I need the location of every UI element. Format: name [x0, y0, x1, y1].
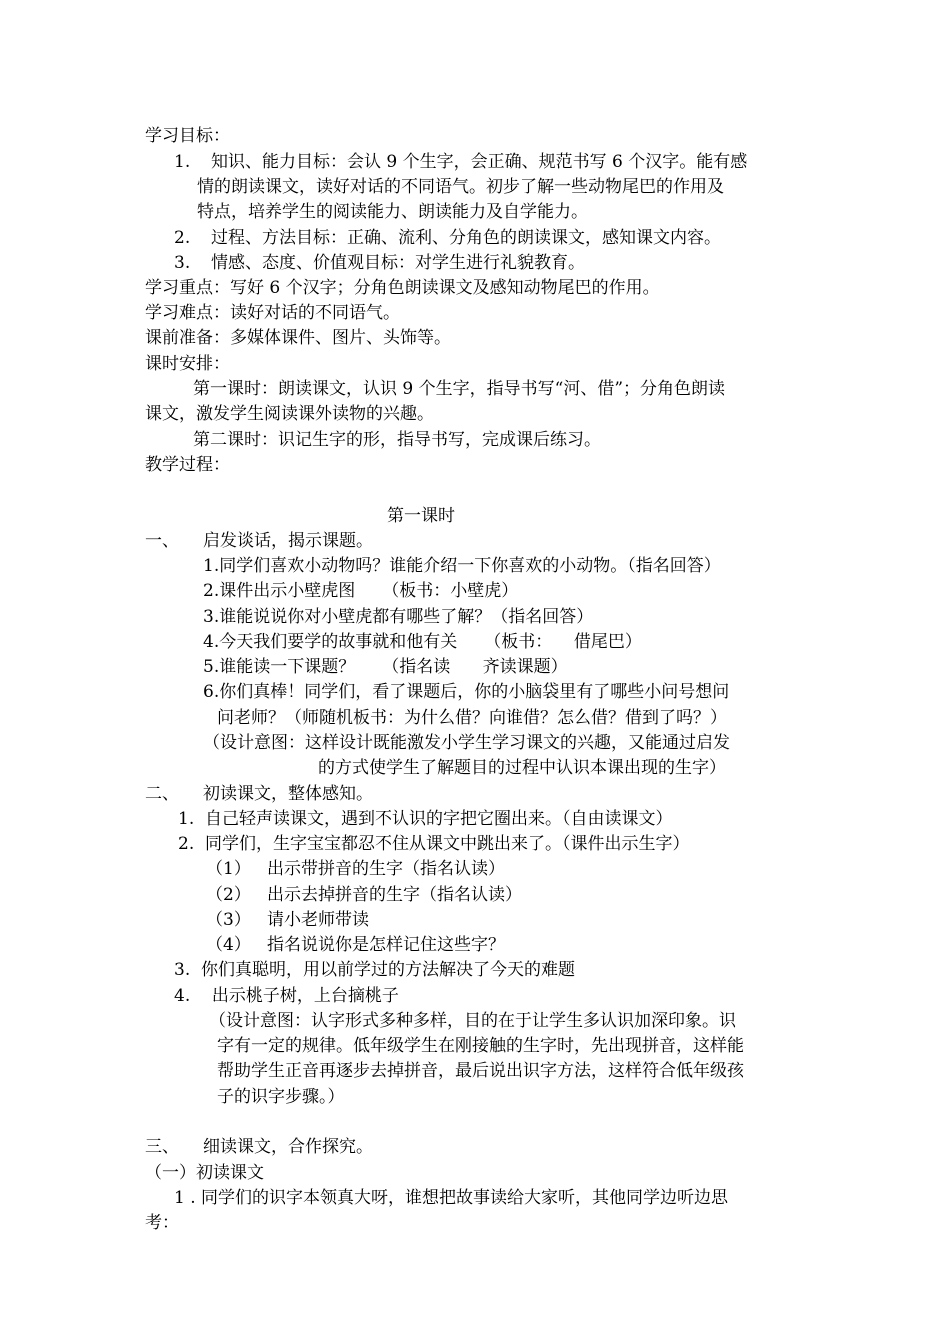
section-3-paragraph-line-1: 1 . 同学们的识字本领真大呀，谁想把故事读给大家听，其他同学边听边思 [174, 1188, 729, 1208]
process-heading: 教学过程： [145, 455, 230, 475]
section-1-item-2: 2.课件出示小壁虎图 （板书：小壁虎） [203, 581, 519, 601]
section-1-item-6-line-2: 问老师？（师随机板书：为什么借？向谁借？怎么借？借到了吗？） [217, 708, 727, 728]
section-3-subheading: （一）初读课文 [145, 1163, 264, 1183]
section-2-title: 初读课文，整体感知。 [203, 784, 373, 804]
section-2-subitem-3: （3） 请小老师带读 [206, 910, 370, 930]
section-2-design-note-line-1: （设计意图：认字形式多种多样，目的在于让学生多认识加深印象。识 [209, 1011, 736, 1031]
section-1-number: 一、 [145, 531, 179, 551]
schedule-heading: 课时安排： [145, 354, 230, 374]
section-1-design-note-line-1: （设计意图：这样设计既能激发小学生学习课文的兴趣，又能通过启发 [203, 733, 730, 753]
section-1-title: 启发谈话，揭示课题。 [203, 531, 373, 551]
objectives-heading: 学习目标： [145, 126, 230, 146]
objective-3-text: 情感、态度、价值观目标：对学生进行礼貌教育。 [211, 253, 585, 273]
objective-1-number: 1. [174, 152, 191, 172]
learning-focus: 学习重点：写好 6 个汉字；分角色朗读课文及感知动物尾巴的作用。 [145, 278, 660, 298]
objective-2-text: 过程、方法目标：正确、流利、分角色的朗读课文，感知课文内容。 [211, 228, 721, 248]
schedule-second: 第二课时：识记生字的形，指导书写，完成课后练习。 [193, 430, 601, 450]
section-3-number: 三、 [145, 1137, 179, 1157]
section-1-item-1: 1.同学们喜欢小动物吗？谁能介绍一下你喜欢的小动物。（指名回答） [203, 556, 721, 576]
section-2-subitem-4: （4） 指名说说你是怎样记住这些字？ [206, 935, 506, 955]
objective-3-number: 3. [174, 253, 191, 273]
objective-2-number: 2. [174, 228, 191, 248]
objective-1-line-2: 情的朗读课文，读好对话的不同语气。初步了解一些动物尾巴的作用及 [197, 177, 724, 197]
section-1-item-4: 4.今天我们要学的故事就和他有关 （板书： 借尾巴） [203, 632, 642, 652]
section-2-design-note-line-3: 帮助学生正音再逐步去掉拼音，最后说出识字方法，这样符合低年级孩 [217, 1061, 744, 1081]
section-2-design-note-line-4: 子的识字步骤。） [217, 1087, 345, 1107]
schedule-first-line-1: 第一课时：朗读课文，认识 9 个生字，指导书写“河、借”；分角色朗读 [193, 379, 726, 399]
section-1-item-3: 3.谁能说说你对小壁虎都有哪些了解？（指名回答） [203, 607, 594, 627]
section-2-subitem-1: （1） 出示带拼音的生字（指名认读） [206, 859, 506, 879]
section-3-paragraph-line-2: 考： [145, 1213, 179, 1233]
section-2-number: 二、 [145, 784, 179, 804]
section-3-title: 细读课文，合作探究。 [203, 1137, 373, 1157]
section-1-design-note-line-2: 的方式使学生了解题目的过程中认识本课出现的生字） [318, 758, 726, 778]
lesson-1-title: 第一课时 [387, 506, 455, 526]
learning-difficulty: 学习难点：读好对话的不同语气。 [145, 303, 400, 323]
section-2-item-1: 1. 自己轻声读课文，遇到不认识的字把它圈出来。（自由读课文） [178, 809, 673, 829]
section-1-item-6-line-1: 6.你们真棒！同学们，看了课题后，你的小脑袋里有了哪些小问号想问 [203, 682, 730, 702]
objective-1-line-3: 特点，培养学生的阅读能力、朗读能力及自学能力。 [197, 202, 588, 222]
schedule-first-line-2: 课文，激发学生阅读课外读物的兴趣。 [145, 404, 434, 424]
class-preparation: 课前准备：多媒体课件、图片、头饰等。 [145, 328, 451, 348]
section-2-item-3: 3. 你们真聪明，用以前学过的方法解决了今天的难题 [174, 960, 576, 980]
objective-1-line-1: 知识、能力目标：会认 9 个生字，会正确、规范书写 6 个汉字。能有感 [211, 152, 748, 172]
section-2-item-2: 2. 同学们，生字宝宝都忍不住从课文中跳出来了。（课件出示生字） [178, 834, 690, 854]
section-2-design-note-line-2: 字有一定的规律。低年级学生在刚接触的生字时，先出现拼音，这样能 [217, 1036, 744, 1056]
section-2-item-4: 4. 出示桃子树，上台摘桃子 [174, 986, 399, 1006]
section-2-subitem-2: （2） 出示去掉拼音的生字（指名认读） [206, 885, 523, 905]
section-1-item-5: 5.谁能读一下课题？ （指名读 齐读课题） [203, 657, 568, 677]
